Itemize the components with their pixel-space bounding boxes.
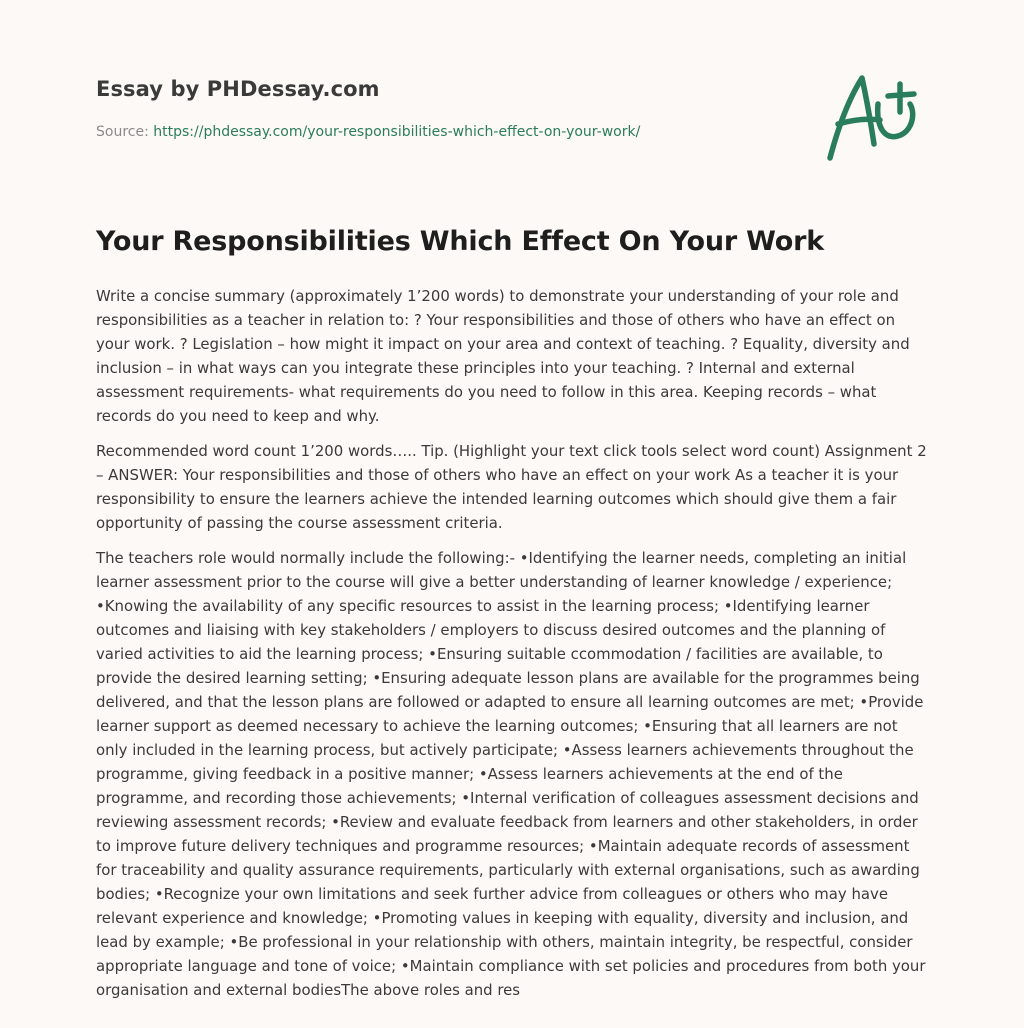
a-plus-grade-icon <box>818 66 934 166</box>
source-link[interactable]: https://phdessay.com/your-responsibilities-which-effect-on-your-work/ <box>153 124 641 140</box>
site-brand: Essay by PHDessay.com <box>96 77 380 101</box>
essay-title: Your Responsibilities Which Effect On Your Work <box>96 226 825 257</box>
essay-paragraph: Write a concise summary (approximately 1’200 words) to demonstrate your understanding of your role and responsibilities as a teacher in relation to: ? Your responsibilities and those of others who have an effect on your work. ? Legislation – how might it impact on your area and context of teaching. ? Equality, diversity and inclusion – in what ways can you integrate these principles into your teaching. ? Internal and external assessment requirements- what requirements do you need to follow in this area. Keeping records – what records do you need to keep and why. <box>96 287 910 425</box>
essay-body <box>96 284 932 1013</box>
source-line <box>96 124 640 140</box>
essay-paragraph: The teachers role would normally include the following:- •Identifying the learner needs, completing an initial learner assessment prior to the course will give a better understanding of learner knowledge / experience; •Knowing the availability of any specific resources to assist in the learning process; •Identifying learner outcomes and liaising with key stakeholders / employers to discuss desired outcomes and the planning of varied activities to aid the learning process; •Ensuring suitable ccommodation / facilities are available, to provide the desired learning setting; •Ensuring adequate lesson plans are available for the programmes being delivered, and that the lesson plans are followed or adapted to ensure all learning outcomes are met; •Provide learner support as deemed necessary to achieve the learning outcomes; •Ensuring that all learners are not only included in the learning process, but actively participate; •Assess learners achievements throughout the programme, giving feedback in a positive manner; •Assess learners achievements at the end of the programme, and recording those achievements; •Internal verification of colleagues assessment decisions and reviewing assessment records; •Review and evaluate feedback from learners and other stakeholders, in order to improve future delivery techniques and programme resources; •Maintain adequate records of assessment for traceability and quality assurance requirements, particularly with external organisations, such as awarding bodies; •Recognize your own limitations and seek further advice from colleagues or others who may have relevant experience and knowledge; •Promoting values in keeping with equality, diversity and inclusion, and lead by example; •Be professional in your relationship with others, maintain integrity, be respectful, consider appropriate language and tone of voice; •Maintain compliance with set policies and procedures from both your organisation and external bodiesThe above roles and res <box>96 549 926 999</box>
source-label: Source: <box>96 124 154 140</box>
essay-paragraph: Recommended word count 1’200 words….. Tip. (Highlight your text click tools select word count) Assignment 2 – ANSWER: Your responsibilities and those of others who have an effect on your work As a teacher it is your responsibility to ensure the learners achieve the intended learning outcomes which should give them a fair opportunity of passing the course assessment criteria. <box>96 442 927 532</box>
